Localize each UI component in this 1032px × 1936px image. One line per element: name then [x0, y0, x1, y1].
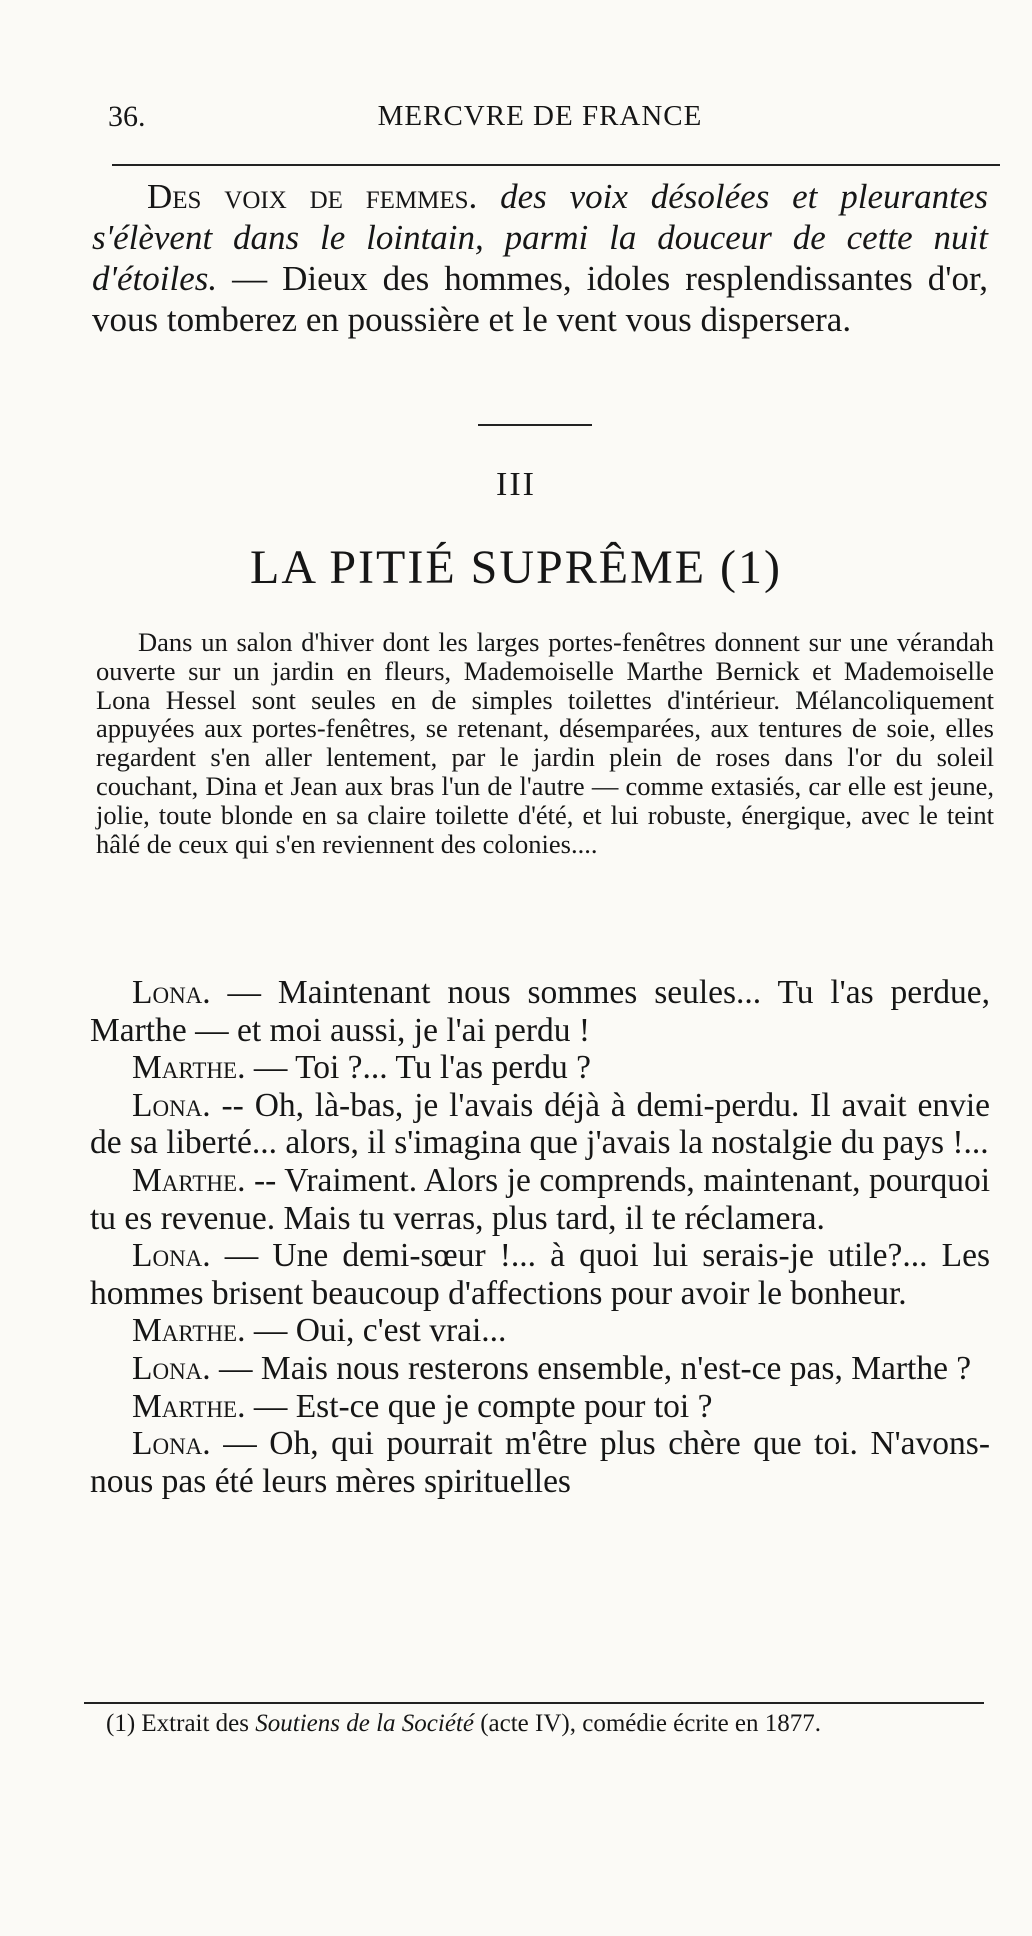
line-text: — Oh, qui pourrait m'être plus chère que toi. N'avons-nous pas été leurs mères spirituelles — [90, 1425, 990, 1500]
intro-text: — Dieux des hommes, idoles resplendissantes d'or, vous tomberez en poussière et le vent vous dispersera. — [92, 259, 989, 339]
line-text: — Mais nous resterons ensemble, n'est-ce pas, Marthe ? — [219, 1349, 972, 1387]
speaker-name: Marthe. — [132, 1387, 246, 1425]
speaker-name: Lona. — [132, 1349, 211, 1387]
footnote-marker: (1) — [106, 1710, 136, 1737]
dialogue-line — [90, 1312, 990, 1350]
intro-paragraph — [92, 176, 988, 340]
dialogue-line — [90, 1425, 990, 1500]
dialogue-line — [90, 1087, 990, 1162]
speaker-name: Lona. — [132, 1086, 211, 1124]
line-text: — Oui, c'est vrai... — [253, 1312, 507, 1350]
intro-stage-direction: des voix désolées et pleurantes s'élèvent dans le lointain, parmi la douceur de cette nuit d'étoiles. — [92, 177, 988, 298]
speaker-name: Lona. — [132, 974, 211, 1011]
dialogue-line — [90, 974, 990, 1049]
line-text: -- Vraiment. Alors je comprends, maintenant, pourquoi tu es revenue. Mais tu verras, plus tard, il te réclamera. — [90, 1161, 991, 1237]
dialogue-line — [90, 1350, 990, 1388]
footnote-work-title: Soutiens de la Société — [255, 1710, 474, 1737]
running-title: MERCVRE DE FRANCE — [377, 100, 703, 132]
footnote-text-before: Extrait des — [141, 1710, 250, 1737]
dialogue-line — [90, 1388, 990, 1426]
line-text: — Est-ce que je compte pour toi ? — [253, 1387, 713, 1425]
speaker-name: Lona. — [132, 1425, 211, 1463]
footnote-rule — [84, 1702, 984, 1704]
line-text: — Toi ?... Tu l'as perdu ? — [253, 1049, 591, 1087]
speaker-name: Lona. — [132, 1237, 211, 1275]
footnote — [92, 1708, 984, 1739]
line-text: -- Oh, là-bas, je l'avais déjà à demi-perdu. Il avait envie de sa liberté... alors, il s'imagina que j'avais la nostalgie du pays !... — [90, 1086, 990, 1162]
footnote-text-after: (acte IV), comédie écrite en 1877. — [480, 1710, 822, 1737]
speaker-name: Marthe. — [132, 1049, 246, 1087]
section-title — [0, 540, 1032, 595]
footnote-reference: (1) — [720, 541, 782, 594]
stage-directions: Dans un salon d'hiver dont les larges portes-fenêtres donnent sur une vérandah ouverte sur un jardin en fleurs, Mademoiselle Marthe Bernick et Mademoiselle Lona Hessel sont seules en de simples toilettes d'intérieur. Mélancoliquement appuyées aux portes-fenêtres, se retenant, désemparées, aux tentures de soie, elles regardent s'en aller lentement, par le jardin plein de roses dans l'or du soleil couchant, Dina et Jean aux bras l'un de l'autre — comme extasiés, car elle est jeune, jolie, toute blonde en sa claire toilette d'été, et lui robuste, énergique, avec le teint hâlé de ceux qui s'en reviennent des colonies.... — [96, 627, 994, 859]
line-text: — Une demi-sœur !... à quoi lui serais-je utile?... Les hommes brisent beaucoup d'affections pour avoir le bonheur. — [90, 1237, 991, 1312]
line-text: — Maintenant nous sommes seules... Tu l'as perdue, Marthe — et moi aussi, je l'ai perdu ! — [90, 974, 990, 1049]
section-number: III — [496, 466, 536, 503]
dialogue-line — [90, 1049, 990, 1087]
page-header — [100, 100, 980, 150]
section-title-main: LA PITIÉ SUPRÊME — [250, 541, 707, 594]
dialogue — [90, 974, 990, 1500]
speaker-name: Marthe. — [132, 1312, 246, 1350]
dialogue-line — [90, 1237, 990, 1312]
dialogue-line — [90, 1162, 990, 1237]
speaker-name: Marthe. — [132, 1161, 246, 1199]
page-number: 36. — [108, 100, 146, 133]
section-divider — [478, 424, 592, 426]
header-rule — [112, 164, 1000, 166]
intro-speaker: Des voix de femmes. — [147, 177, 478, 216]
